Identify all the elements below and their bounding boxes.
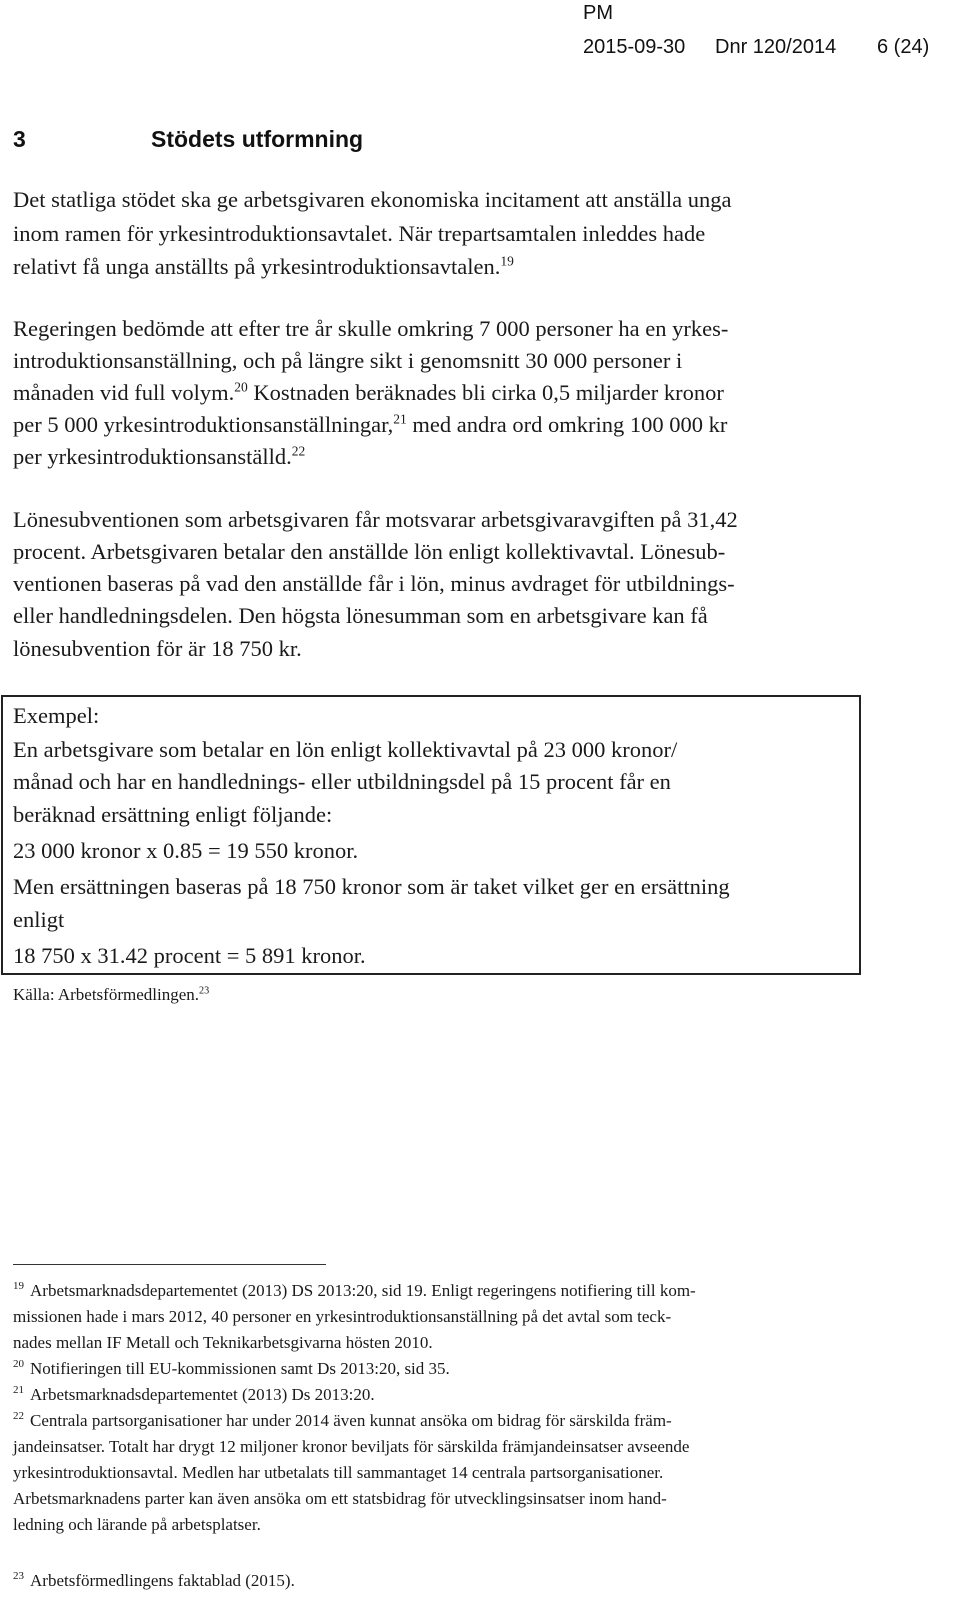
footnote-20: $^{20}$ Notifieringen till EU-kommissionen samt Ds 2013:20, sid 35. [13, 1358, 450, 1378]
footnote-ref[interactable]: 23 [199, 985, 210, 997]
doc-type: PM [583, 2, 613, 24]
header-dnr: Dnr 120/2014 [715, 36, 837, 58]
footnote-line: yrkesintroduktionsavtal. Medlen har utbetalats till sammantaget 14 centrala partsorganisationer. [13, 1463, 664, 1482]
footnote-line: ledning och lärande på arbetsplatser. [13, 1515, 261, 1534]
example-line: månad och har en handlednings- eller utbildningsdel på 15 procent får en [13, 769, 671, 794]
header-date: 2015-09-30 [583, 36, 686, 58]
example-line: beräknad ersättning enligt följande: [13, 802, 333, 827]
footnote-ref[interactable]: 22 [291, 443, 306, 459]
footnote-line: missionen hade i mars 2012, 40 personer en yrkesintroduktionsanställning på det avtal som teck- [13, 1307, 672, 1326]
paragraph-line: Det statliga stödet ska ge arbetsgivaren ekonomiska incitament att anställa unga [13, 187, 732, 212]
footnote-ref[interactable]: 19 [500, 253, 514, 269]
paragraph-line: lönesubvention för är 18 750 kr. [13, 636, 302, 661]
footnote-ref[interactable]: 20 [234, 379, 248, 395]
paragraph-line: eller handledningsdelen. Den högsta lönesumman som en arbetsgivare kan få [13, 603, 708, 628]
paragraph-line: introduktionsanställning, och på längre sikt i genomsnitt 30 000 personer i [13, 348, 683, 373]
page-number: 6 (24) [877, 36, 930, 58]
footnote-19: $^{19}$ Arbetsmarknadsdepartementet (2013) DS 2013:20, sid 19. Enligt regeringens notifiering till kom- [13, 1280, 696, 1300]
section-number: 3 [13, 126, 26, 152]
example-line: En arbetsgivare som betalar en lön enligt kollektivavtal på 23 000 kronor/ [13, 737, 678, 762]
paragraph-line: per 5 000 yrkesintroduktionsanställningar,$^{21}$ med andra ord omkring 100 000 kr [13, 411, 728, 437]
footnote-ref[interactable]: 21 [393, 411, 407, 427]
paragraph-line: månaden vid full volym.$^{20}$ Kostnaden beräknades bli cirka 0,5 miljarder kronor [13, 379, 724, 405]
footnote-line: Arbetsmarknadens parter kan även ansöka om ett statsbidrag för utvecklingsinsatser inom hand- [13, 1489, 667, 1508]
footnote-separator [13, 1264, 326, 1265]
paragraph-line: Regeringen bedömde att efter tre år skulle omkring 7 000 personer ha en yrkes- [13, 316, 729, 341]
paragraph-line: procent. Arbetsgivaren betalar den anställde lön enligt kollektivavtal. Lönesub- [13, 539, 726, 564]
footnote-22: $^{22}$ Centrala partsorganisationer har under 2014 även kunnat ansöka om bidrag för särskilda främ- [13, 1410, 672, 1430]
example-line: enligt [13, 907, 65, 932]
footnote-line: jandeinsatser. Totalt har drygt 12 miljoner kronor beviljats för särskilda främjandeinsatser avseende [13, 1437, 690, 1456]
footnote-line: nades mellan IF Metall och Teknikarbetsgivarna hösten 2010. [13, 1333, 433, 1352]
source-caption: Källa: Arbetsförmedlingen.$^{23}$ [13, 985, 210, 1004]
section-title: Stödets utformning [151, 126, 364, 152]
paragraph-line: ventionen baseras på vad den anställde får i lön, minus avdraget för utbildnings- [13, 571, 735, 596]
paragraph-line: per yrkesintroduktionsanställd.$^{22}$ [13, 443, 306, 469]
footnote-23: $^{23}$ Arbetsförmedlingens faktablad (2015). [13, 1570, 295, 1590]
paragraph-line: relativt få unga anställts på yrkesintroduktionsavtalen.$^{19}$ [13, 253, 514, 279]
paragraph-line: Lönesubventionen som arbetsgivaren får motsvarar arbetsgivaravgiften på 31,42 [13, 507, 738, 532]
footnote-21: $^{21}$ Arbetsmarknadsdepartementet (2013) Ds 2013:20. [13, 1384, 375, 1404]
example-line: Men ersättningen baseras på 18 750 kronor som är taket vilket ger en ersättning [13, 874, 730, 899]
example-calculation: 18 750 x 31.42 procent = 5 891 kronor. [13, 943, 366, 968]
example-heading: Exempel: [13, 703, 100, 728]
paragraph-line: inom ramen för yrkesintroduktionsavtalet. När trepartsamtalen inleddes hade [13, 221, 706, 246]
example-calculation: 23 000 kronor x 0.85 = 19 550 kronor. [13, 838, 359, 863]
